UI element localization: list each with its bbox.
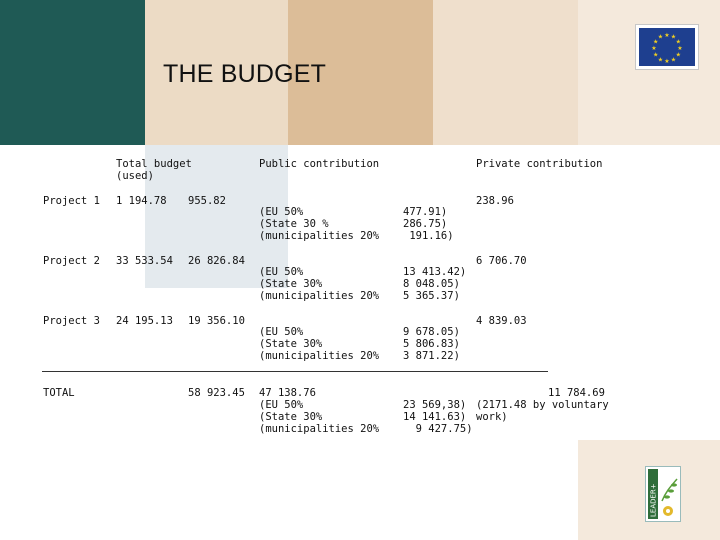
svg-text:★: ★ <box>675 51 681 59</box>
slide-title: THE BUDGET <box>163 60 327 88</box>
row-name: Project 1 <box>43 195 100 207</box>
row-total: 24 195.13 <box>116 315 173 327</box>
total-separator-rule <box>42 371 548 372</box>
header-block-beige-light <box>433 0 578 145</box>
breakdown-municipalities-label: (municipalities 20% <box>259 423 380 435</box>
row-name: Project 3 <box>43 315 100 327</box>
header-block-teal <box>0 0 145 145</box>
breakdown-municipalities-label: (municipalities 20% <box>259 350 380 362</box>
total-label: TOTAL <box>43 387 75 399</box>
svg-text:★: ★ <box>670 33 677 41</box>
breakdown-eu-value: 13 413.42) <box>403 266 467 278</box>
breakdown-state-label: (State 30 % <box>259 218 329 230</box>
svg-text:★: ★ <box>675 38 681 46</box>
breakdown-state-label: (State 30% <box>259 278 323 290</box>
breakdown-eu-label: (EU 50% <box>259 399 304 411</box>
breakdown-municipalities-value: 3 871.22) <box>403 350 460 362</box>
total-total: 58 923.45 <box>188 387 245 399</box>
breakdown-municipalities-label: (municipalities 20% <box>259 290 380 302</box>
svg-text:LEADER+: LEADER+ <box>649 483 658 517</box>
breakdown-state-label: (State 30% <box>259 411 323 423</box>
svg-text:★: ★ <box>670 56 677 64</box>
breakdown-state-value: 8 048.05) <box>403 278 460 290</box>
breakdown-municipalities-value: 191.16) <box>403 230 454 242</box>
svg-text:★: ★ <box>653 51 659 59</box>
row-name: Project 2 <box>43 255 100 267</box>
svg-text:★: ★ <box>677 45 683 52</box>
svg-text:★: ★ <box>664 58 670 65</box>
breakdown-eu-label: (EU 50% <box>259 266 304 278</box>
breakdown-eu-value: 9 678.05) <box>403 326 460 338</box>
leader-logo-icon <box>645 466 681 522</box>
row-public: 26 826.84 <box>188 255 245 267</box>
private-note-line1: (2171.48 by voluntary <box>476 399 609 411</box>
eu-flag-icon <box>635 24 699 70</box>
breakdown-state-value: 5 806.83) <box>403 338 460 350</box>
svg-text:★: ★ <box>657 56 664 64</box>
breakdown-eu-label: (EU 50% <box>259 206 304 218</box>
breakdown-eu-value: 23 569,38) <box>403 399 467 411</box>
breakdown-eu-value: 477.91) <box>403 206 448 218</box>
breakdown-eu-label: (EU 50% <box>259 326 304 338</box>
breakdown-state-value: 286.75) <box>403 218 448 230</box>
header-private: Private contribution <box>476 158 603 170</box>
header-total-line2: (used) <box>116 170 154 182</box>
row-private: 238.96 <box>476 195 514 207</box>
svg-text:★: ★ <box>651 45 657 52</box>
svg-text:★: ★ <box>653 38 659 46</box>
row-private: 4 839.03 <box>476 315 527 327</box>
row-private: 6 706.70 <box>476 255 527 267</box>
breakdown-state-value: 14 141.63) <box>403 411 467 423</box>
breakdown-state-label: (State 30% <box>259 338 323 350</box>
row-total: 1 194.78 <box>116 195 167 207</box>
total-public: 47 138.76 <box>259 387 316 399</box>
total-private: 11 784.69 <box>548 387 605 399</box>
header-total-line1: Total budget <box>116 158 192 170</box>
private-note-line2: work) <box>476 411 508 423</box>
svg-text:★: ★ <box>664 32 670 39</box>
breakdown-municipalities-value: 9 427.75) <box>403 423 473 435</box>
row-public: 19 356.10 <box>188 315 245 327</box>
row-total: 33 533.54 <box>116 255 173 267</box>
header-public: Public contribution <box>259 158 380 170</box>
svg-text:★: ★ <box>657 33 664 41</box>
breakdown-municipalities-value: 5 365.37) <box>403 290 460 302</box>
row-public: 955.82 <box>188 195 226 207</box>
header-block-cream <box>578 0 720 145</box>
breakdown-municipalities-label: (municipalities 20% <box>259 230 380 242</box>
